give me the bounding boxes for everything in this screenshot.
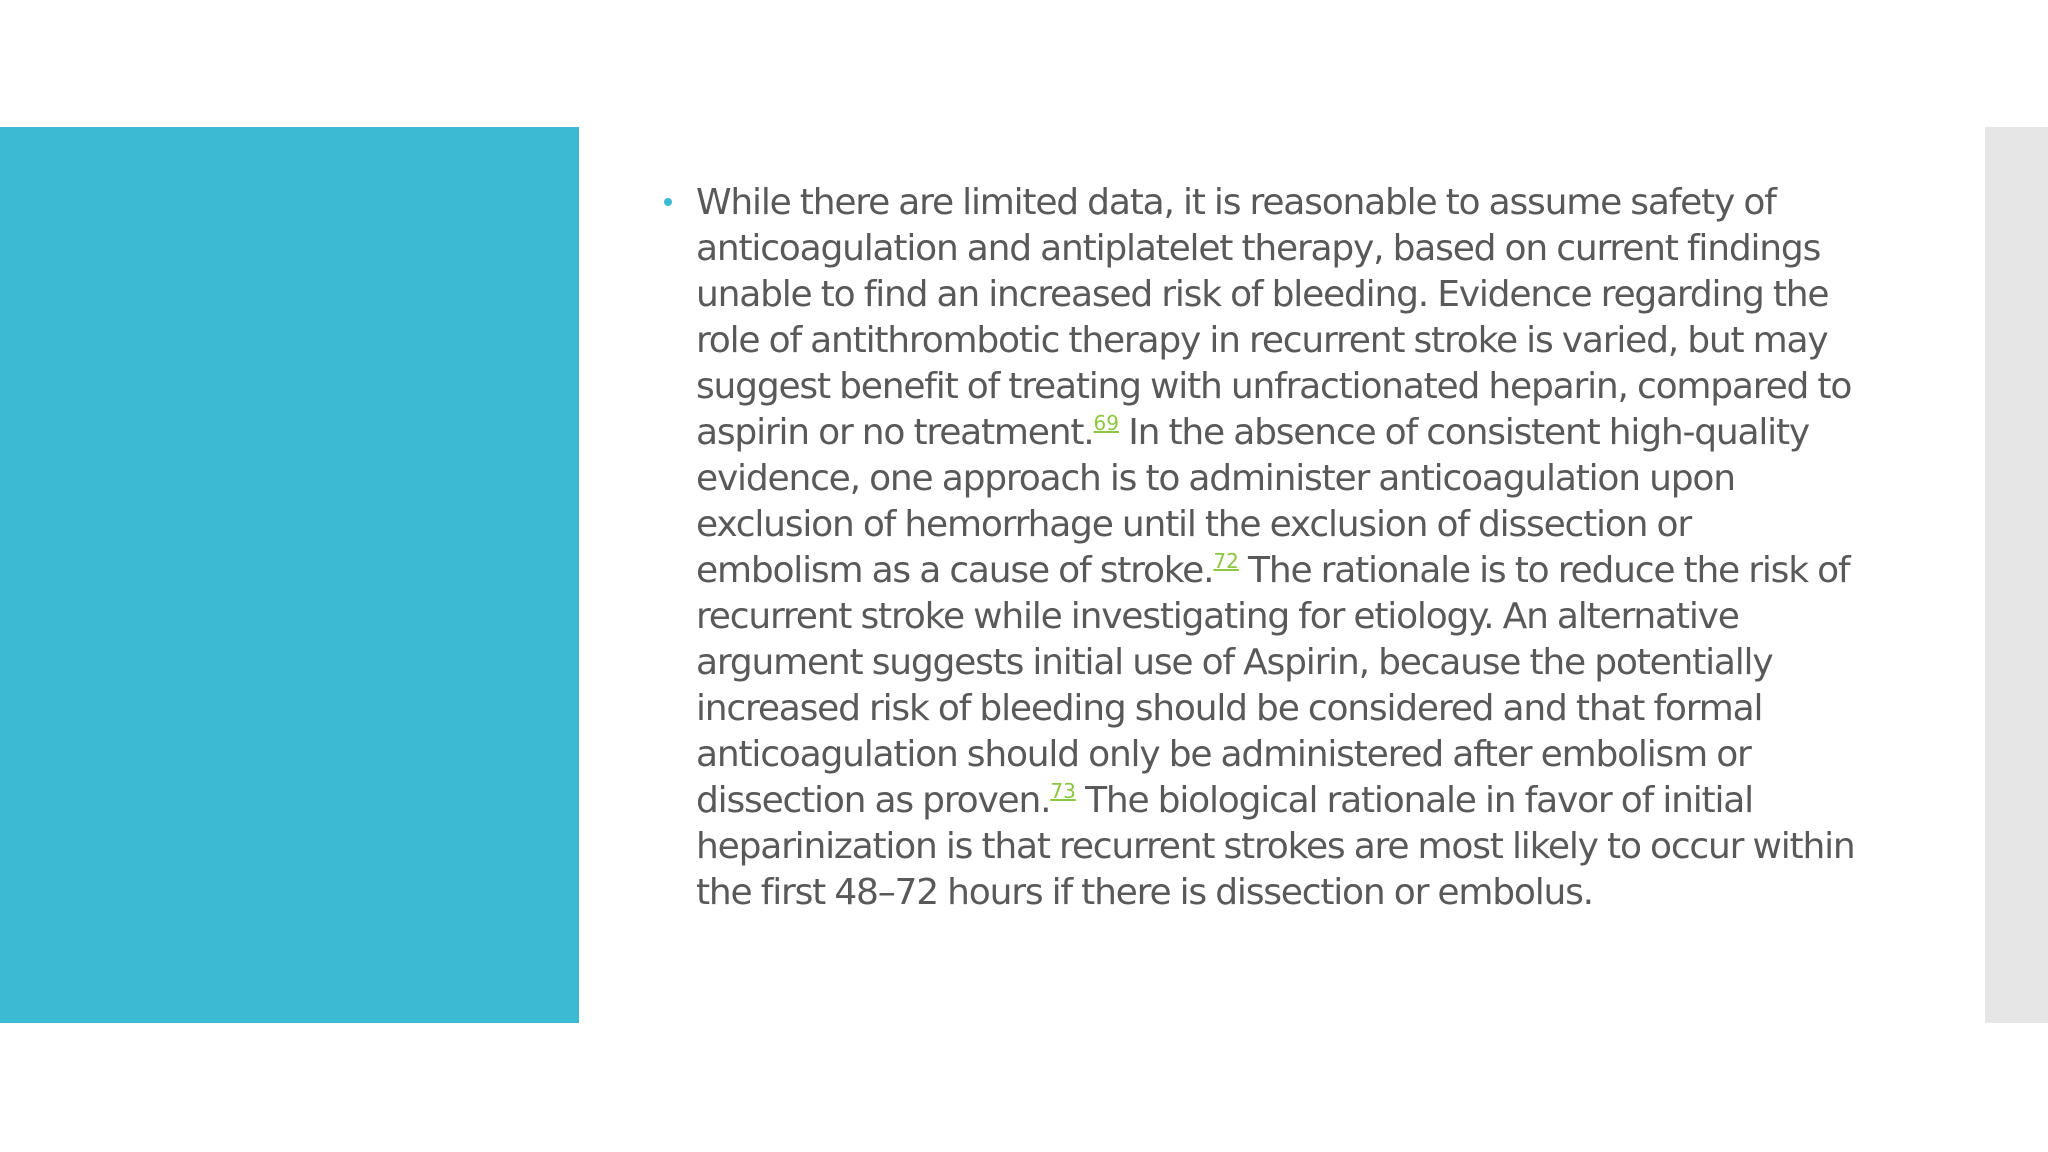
bullet-item: [664, 180, 1864, 916]
bottom-area: [579, 1023, 1985, 1152]
side-strip: [1985, 127, 2048, 1023]
text-segment-2: In the absence of consistent high-quality evidence, one approach is to administer anticoagulation upon exclusion of hemorrhage until the exclusion of dissection or embolism as a cause of stroke.: [696, 412, 1810, 591]
accent-block: [0, 127, 579, 1023]
bullet-text: [696, 180, 1864, 916]
text-segment-1: While there are limited data, it is reasonable to assume safety of anticoagulation and antiplatelet therapy, based on current findings unable to find an increased risk of bleeding. Evidence regarding the role of antithrombotic therapy in recurrent stroke is varied, but may suggest benefit of treating with unfractionated heparin, compared to aspirin or no treatment.: [696, 182, 1852, 453]
content-area: [664, 180, 1864, 916]
text-segment-3: The rationale is to reduce the risk of recurrent stroke while investigating for etiology. An alternative argument suggests initial use of Aspirin, because the potentially increased risk of bleeding should be considered and that formal anticoagulation should only be administered after embolism or dissection as proven.: [696, 550, 1850, 821]
bullet-dot-icon: [664, 198, 672, 206]
reference-link-69[interactable]: 69: [1093, 411, 1119, 435]
reference-link-72[interactable]: 72: [1213, 549, 1239, 573]
reference-link-73[interactable]: 73: [1050, 779, 1076, 803]
text-segment-4: The biological rationale in favor of initial heparinization is that recurrent strokes are most likely to occur within the first 48–72 hours if there is dissection or embolus.: [696, 780, 1855, 913]
